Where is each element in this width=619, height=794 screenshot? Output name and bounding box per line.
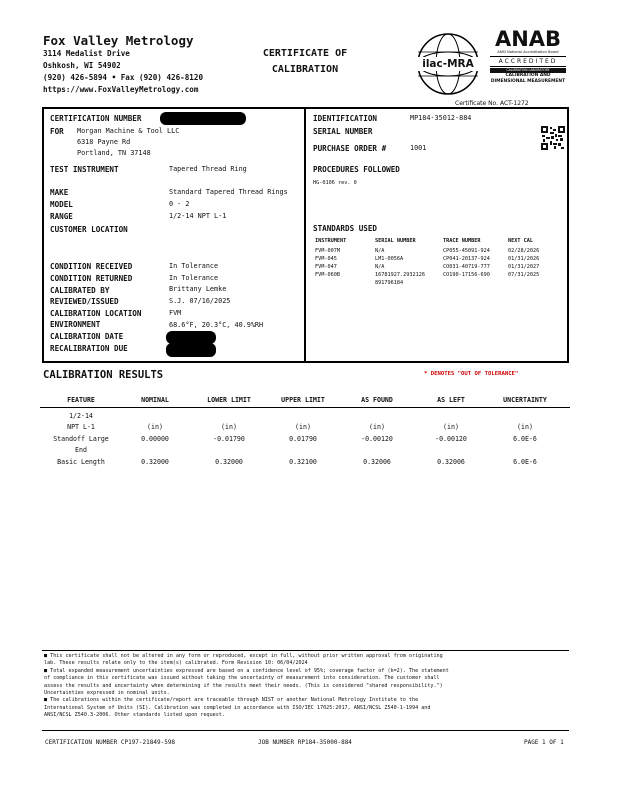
- feature-group-line1: 1/2-14: [69, 412, 93, 420]
- standard-instrument: FVM-007M: [315, 248, 340, 254]
- footer-note-line: ANSI/NCSL Z540.3-2006. Other standards listed upon request.: [44, 712, 225, 719]
- col-header-uncertainty: UNCERTAINTY: [503, 396, 547, 404]
- procedures-label: PROCEDURES FOLLOWED: [313, 165, 400, 174]
- test-instrument-label: TEST INSTRUMENT: [50, 165, 119, 174]
- details-divider: [304, 107, 306, 363]
- identification-label: IDENTIFICATION: [313, 114, 378, 123]
- standard-trace: CP041-20137-924: [443, 256, 490, 262]
- table-row-as-found: 0.32006: [363, 458, 391, 466]
- procedure-value: HG-0106 rev. 0: [313, 180, 357, 186]
- footer-job-number: JOB NUMBER RP184-35000-884: [258, 739, 352, 746]
- col-header-upper-limit: UPPER LIMIT: [281, 396, 325, 404]
- customer-location-label: CUSTOMER LOCATION: [50, 225, 128, 234]
- col-header-feature: FEATURE: [67, 396, 95, 404]
- standard-trace: CO031-40719-777: [443, 264, 490, 270]
- unit-uncertainty: (in): [517, 423, 533, 431]
- table-row-as-found: -0.00120: [361, 435, 393, 443]
- unit-lower-limit: (in): [221, 423, 237, 431]
- standard-serial: N/A: [375, 264, 385, 270]
- standards-header-next-cal: NEXT CAL: [508, 238, 533, 244]
- range-label: RANGE: [50, 212, 73, 221]
- table-row-lower-limit: -0.01790: [213, 435, 245, 443]
- standard-next-cal: 07/31/2025: [508, 272, 540, 278]
- table-row-upper-limit: 0.01790: [289, 435, 317, 443]
- reviewed-issued-label: REVIEWED/ISSUED: [50, 297, 119, 306]
- standards-header-serial: SERIAL NUMBER: [375, 238, 416, 244]
- footer-note-line: ■ The calibrations within the certificate/report are traceable through NIST or another National Metrology Institute to the: [44, 697, 419, 704]
- unit-as-found: (in): [369, 423, 385, 431]
- table-row-uncertainty: 6.0E-6: [513, 458, 537, 466]
- footer-cert-number: CERTIFICATION NUMBER CP197-21849-598: [45, 739, 176, 746]
- calibration-location-value: FVM: [169, 309, 182, 317]
- calibration-results-title: CALIBRATION RESULTS: [43, 369, 164, 381]
- unit-nominal: (in): [147, 423, 163, 431]
- unit-upper-limit: (in): [295, 423, 311, 431]
- customer-city: Portland, TN 37148: [77, 149, 151, 157]
- customer-street: 6318 Payne Rd: [77, 138, 131, 146]
- model-label: MODEL: [50, 200, 73, 209]
- standards-used-label: STANDARDS USED: [313, 224, 378, 233]
- standard-instrument: FVM-047: [315, 264, 337, 270]
- table-row-feature: Basic Length: [57, 458, 105, 466]
- condition-received-value: In Tolerance: [169, 262, 219, 270]
- anab-accredited: ACCREDITED: [490, 56, 566, 67]
- identification-value: MP184-35012-884: [410, 114, 472, 122]
- purchase-order-label: PURCHASE ORDER #: [313, 144, 387, 153]
- condition-returned-label: CONDITION RETURNED: [50, 274, 133, 283]
- company-address-line1: 3114 Medalist Drive: [43, 49, 130, 58]
- table-row-as-left: 0.32006: [437, 458, 465, 466]
- test-instrument-value: Tapered Thread Ring: [169, 165, 247, 173]
- anab-scope-bar: CALIBRATION LABORATORY: [490, 68, 566, 73]
- col-header-as-found: AS FOUND: [361, 396, 393, 404]
- feature-group-line2: NPT L-1: [67, 423, 95, 431]
- table-row-uncertainty: 6.0E-6: [513, 435, 537, 443]
- standard-trace: CP055-45091-924: [443, 248, 490, 254]
- make-value: Standard Tapered Thread Rings: [169, 188, 288, 196]
- out-of-tolerance-note: * DENOTES "OUT OF TOLERANCE": [424, 371, 519, 377]
- standard-serial-continued: 891796184: [375, 280, 404, 286]
- calibrated-by-value: Brittany Lemke: [169, 285, 227, 293]
- cert-number-label: CERTIFICATION NUMBER: [50, 114, 142, 123]
- standard-trace: CO190-17156-690: [443, 272, 490, 278]
- footer-page-number: PAGE 1 OF 1: [524, 739, 564, 746]
- redaction-recalibration-due: [166, 343, 216, 357]
- condition-returned-value: In Tolerance: [169, 274, 219, 282]
- footer-note-line: lab. These results relate only to the item(s) calibrated. Form Revision 10: 06/04/2024: [44, 660, 308, 667]
- serial-number-label: SERIAL NUMBER: [313, 127, 373, 136]
- anab-scope-line1: CALIBRATION AND: [505, 73, 551, 78]
- range-value: 1/2-14 NPT L-1: [169, 212, 227, 220]
- document-title-line2: CALIBRATION: [271, 64, 339, 75]
- model-value: 0 - 2: [169, 200, 190, 208]
- footer-note-line: Uncertainties expressed in nominal units.: [44, 690, 170, 697]
- footer-note-line: International System of Units (SI). Calibration was completed in accordance with ISO/IEC 17025:2017, ANSI/NCSL Z540-1-1994 and: [44, 704, 431, 711]
- footer-notes: [42, 650, 569, 731]
- calibrated-by-label: CALIBRATED BY: [50, 286, 110, 295]
- make-label: MAKE: [50, 188, 69, 197]
- standard-serial: N/A: [375, 248, 385, 254]
- company-address-line2: Oshkosh, WI 54902: [43, 61, 121, 70]
- document-title: [243, 46, 367, 78]
- unit-as-left: (in): [443, 423, 459, 431]
- accreditation-cert-number: Certificate No. ACT-1272: [455, 100, 529, 107]
- standard-instrument: FVM-045: [315, 256, 337, 262]
- standard-next-cal: 01/31/2027: [508, 264, 540, 270]
- standard-serial: 16781927.2932126: [375, 272, 425, 278]
- environment-value: 68.6°F, 20.3°C, 40.9%RH: [169, 321, 264, 329]
- standards-header-instrument: INSTRUMENT: [315, 238, 347, 244]
- company-name: Fox Valley Metrology: [43, 33, 194, 48]
- footer-note-line: ■ This certificate shall not be altered in any form or reproduced, except in full, without prior written approval from originating: [44, 653, 443, 659]
- col-header-lower-limit: LOWER LIMIT: [207, 396, 251, 404]
- for-label: FOR: [50, 127, 64, 136]
- standard-next-cal: 02/28/2026: [508, 248, 540, 254]
- redaction-cert-number: [160, 112, 246, 125]
- qr-code-icon: [541, 126, 565, 150]
- customer-name: Morgan Machine & Tool LLC: [77, 127, 180, 135]
- standard-serial: LM1-0056A: [375, 256, 404, 262]
- table-row-nominal: 0.32000: [141, 458, 169, 466]
- anab-wordmark: ANAB: [494, 27, 562, 51]
- table-row-feature: Standoff Large: [53, 435, 109, 443]
- col-header-as-left: AS LEFT: [437, 396, 465, 404]
- standards-header-trace: TRACE NUMBER: [443, 238, 481, 244]
- document-title-line1: CERTIFICATE OF: [262, 48, 348, 59]
- anab-scope-line2: DIMENSIONAL MEASUREMENT: [490, 78, 566, 84]
- calibration-location-label: CALIBRATION LOCATION: [50, 309, 142, 318]
- footer-note-line: assess the results and uncertainty when determining if the results meet their needs. (This is considered "shared responsibility."): [44, 682, 443, 689]
- company-phone: (920) 426-5894 • Fax (920) 426-8120: [43, 73, 204, 82]
- ilac-mra-logo: [416, 32, 480, 96]
- anab-logo: [490, 28, 566, 84]
- table-row-lower-limit: 0.32000: [215, 458, 243, 466]
- table-row-as-left: -0.00120: [435, 435, 467, 443]
- footer-note-line: ■ Total expanded measurement uncertainties expressed are based on a confidence level of 95%; coverage factor of (k=2). The statement: [44, 667, 449, 674]
- condition-received-label: CONDITION RECEIVED: [50, 262, 133, 271]
- calibration-date-label: CALIBRATION DATE: [50, 332, 124, 341]
- recalibration-due-label: RECALIBRATION DUE: [50, 344, 128, 353]
- footer-note-line: of compliance in this certificate was issued without taking the uncertainty of measurement into consideration. The customer shall: [44, 675, 440, 682]
- company-website[interactable]: https://www.FoxValleyMetrology.com: [43, 85, 199, 94]
- standard-next-cal: 01/31/2026: [508, 256, 540, 262]
- table-row-nominal: 0.00000: [141, 435, 169, 443]
- ilac-text: ilac-MRA: [422, 58, 474, 70]
- anab-subtitle: ANSI National Accreditation Board: [497, 50, 559, 54]
- standard-instrument: FVM-060B: [315, 272, 340, 278]
- results-header-rule: [40, 407, 570, 408]
- environment-label: ENVIRONMENT: [50, 320, 101, 329]
- purchase-order-value: 1001: [410, 144, 427, 152]
- reviewed-issued-value: S.J. 07/16/2025: [169, 297, 231, 305]
- col-header-nominal: NOMINAL: [141, 396, 169, 404]
- table-row-feature-continued: End: [75, 446, 87, 454]
- table-row-upper-limit: 0.32100: [289, 458, 317, 466]
